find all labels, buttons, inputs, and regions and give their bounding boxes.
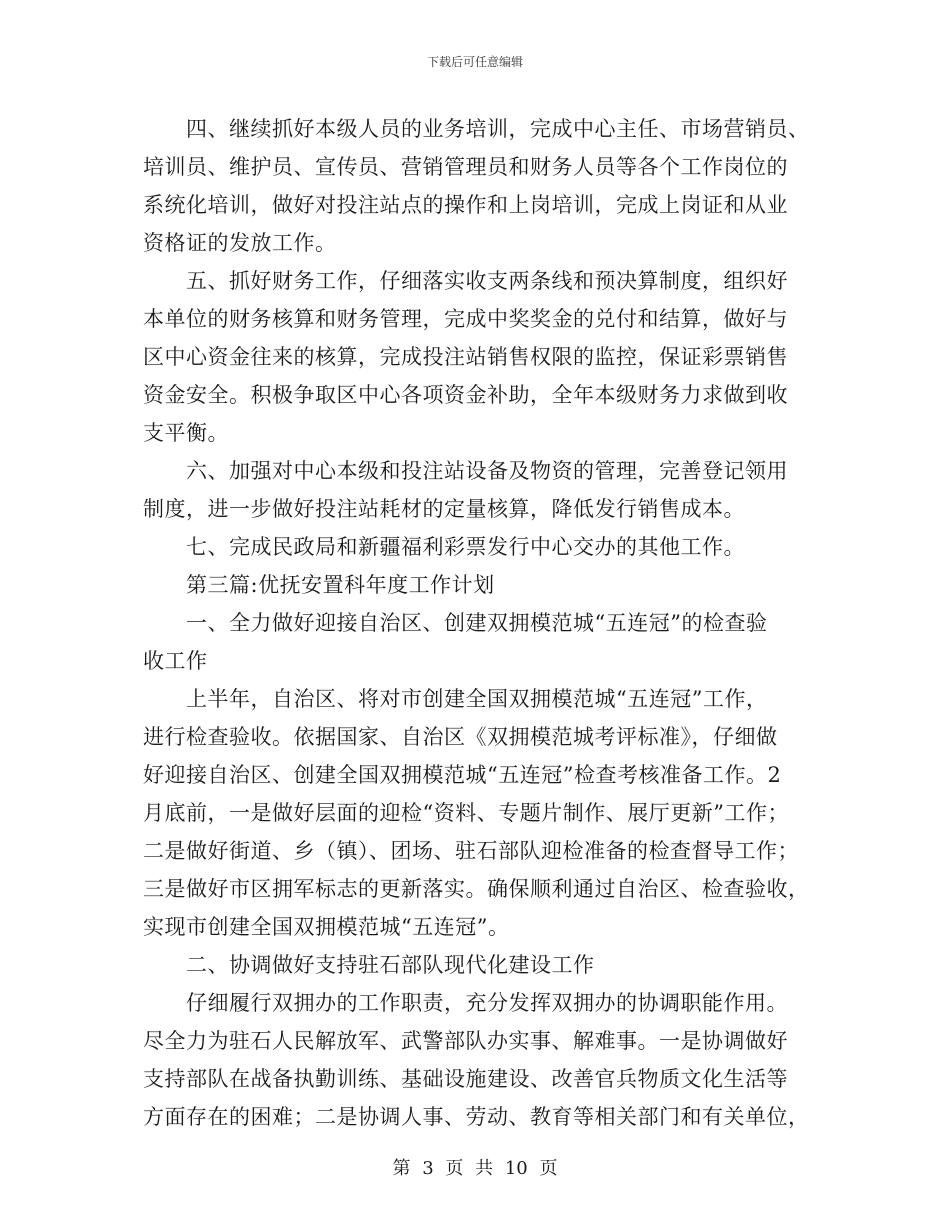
text-line: 一、全力做好迎接自治区、创建双拥模范城“五连冠”的检查验 [143, 611, 768, 635]
text-line: 月底前，一是做好层面的迎检“资料、专题片制作、展厅更新”工作； [143, 801, 789, 825]
text-line: 仔细履行双拥办的工作职责，充分发挥双拥办的协调职能作用。 [143, 991, 788, 1015]
text-line: 六、加强对中心本级和投注站设备及物资的管理，完善登记领用 [143, 459, 788, 483]
text-line: 七、完成民政局和新疆福利彩票发行中心交办的其他工作。 [143, 535, 745, 559]
text-line: 资格证的发放工作。 [143, 231, 337, 255]
page-header: 下载后可任意编辑 [426, 55, 523, 69]
text-line: 二、协调做好支持驻石部队现代化建设工作 [143, 953, 595, 977]
text-line: 四、继续抓好本级人员的业务培训，完成中心主任、市场营销员、 [143, 117, 810, 141]
text-line: 资金安全。积极争取区中心各项资金补助，全年本级财务力求做到收 [143, 383, 788, 407]
text-line: 系统化培训，做好对投注站点的操作和上岗培训，完成上岗证和从业 [143, 193, 788, 217]
text-line: 本单位的财务核算和财务管理，完成中奖奖金的兑付和结算，做好与 [143, 307, 788, 331]
text-line: 五、抓好财务工作，仔细落实收支两条线和预决算制度，组织好 [143, 269, 788, 293]
text-line: 上半年，自治区、将对市创建全国双拥模范城“五连冠”工作， [143, 687, 768, 711]
text-line: 收工作 [143, 649, 208, 673]
text-line: 尽全力为驻石人民解放军、武警部队办实事、解难事。一是协调做好 [143, 1029, 788, 1053]
text-line: 第三篇:优抚安置科年度工作计划 [143, 573, 495, 597]
text-line: 支持部队在战备执勤训练、基础设施建设、改善官兵物质文化生活等 [143, 1067, 788, 1091]
document-body [143, 110, 813, 1136]
page-footer: 第 3 页 共 10 页 [392, 1158, 558, 1179]
text-line: 方面存在的困难；二是协调人事、劳动、教育等相关部门和有关单位， [143, 1105, 810, 1129]
text-line: 实现市创建全国双拥模范城“五连冠”。 [143, 915, 510, 939]
text-line: 三是做好市区拥军标志的更新落实。确保顺利通过自治区、检查验收， [143, 877, 810, 901]
text-line: 二是做好街道、乡（镇）、团场、驻石部队迎检准备的检查督导工作； [143, 839, 799, 863]
text-line: 支平衡。 [143, 421, 229, 445]
text-line: 好迎接自治区、创建全国双拥模范城“五连冠”检查考核准备工作。2 [143, 763, 782, 787]
text-line: 制度，进一步做好投注站耗材的定量核算，降低发行销售成本。 [143, 497, 745, 521]
text-line: 区中心资金往来的核算，完成投注站销售权限的监控，保证彩票销售 [143, 345, 788, 369]
text-line: 进行检查验收。依据国家、自治区《双拥模范城考评标准》，仔细做 [143, 725, 778, 749]
text-line: 培训员、维护员、宣传员、营销管理员和财务人员等各个工作岗位的 [143, 155, 788, 179]
